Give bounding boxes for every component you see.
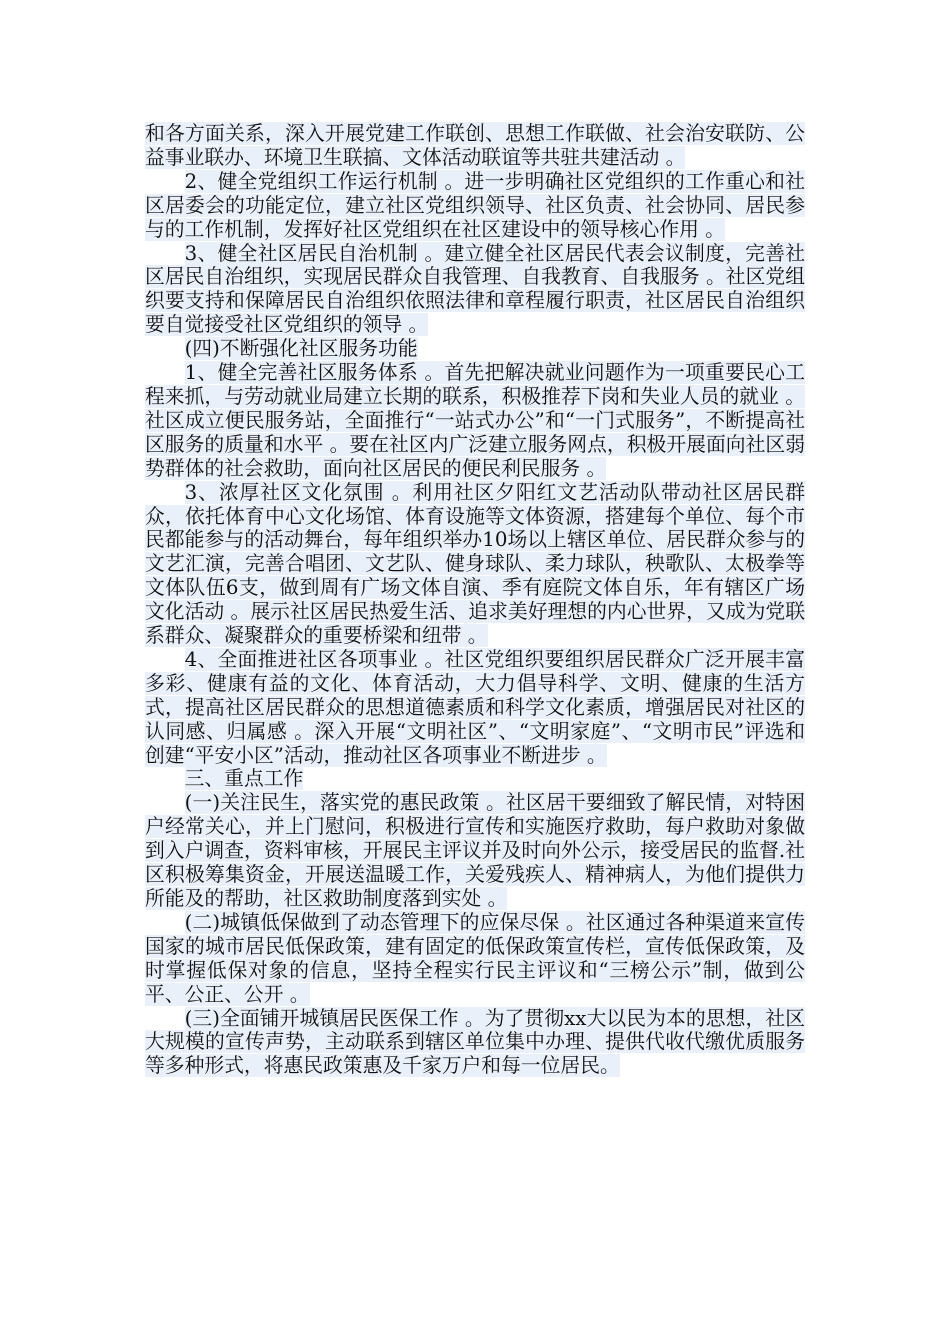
document-body — [145, 122, 805, 1078]
paragraph-1 — [145, 122, 805, 170]
paragraph-3 — [145, 242, 805, 338]
paragraph-7-text: 4、全面推进社区各项事业 。社区党组织要组织居民群众广泛开展丰富多彩、健康有益的文化、体育活动，大力倡导科学、文明、健康的生活方式，提高社区居民群众的思想道德素质和科学文化素质，增强居民对社区的认同感、归属感 。深入开展“文明社区”、“文明家庭”、“文明市民”评选和创建“平安小区”活动，推动社区各项事业不断进步 。 — [145, 647, 805, 767]
paragraph-9 — [145, 791, 805, 911]
paragraph-1-text: 和各方面关系，深入开展党建工作联创、思想工作联做、社会治安联防、公益事业联办、环境卫生联搞、文体活动联谊等共驻共建活动 。 — [145, 122, 805, 169]
paragraph-3-text: 3、健全社区居民自治机制 。建立健全社区居民代表会议制度，完善社区居民自治组织，实现居民群众自我管理、自我教育、自我服务 。社区党组织要支持和保障居民自治组织依照法律和章程履行职责，社区居民自治组织要自觉接受社区党组织的领导 。 — [145, 241, 805, 337]
paragraph-10-text: (二)城镇低保做到了动态管理下的应保尽保 。社区通过各种渠道来宣传国家的城市居民低保政策，建有固定的低保政策宣传栏，宣传低保政策，及时掌握低保对象的信息，坚持全程实行民主评议和“三榜公示”制，做到公平、公正、公开 。 — [145, 910, 805, 1006]
section-heading-4-text: (四)不断强化社区服务功能 — [184, 337, 418, 361]
paragraph-11-text: (三)全面铺开城镇居民医保工作 。为了贯彻xx大以民为本的思想，社区大规模的宣传声势，主动联系到辖区单位集中办理、提供代收代缴优质服务等多种形式，将惠民政策惠及千家万户和每一位居民。 — [145, 1006, 805, 1078]
paragraph-5 — [145, 361, 805, 481]
section-heading-8-text: 三、重点工作 — [184, 767, 304, 791]
paragraph-9-text: (一)关注民生，落实党的惠民政策 。社区居干要细致了解民情，对特困户经常关心，并上门慰问，积极进行宣传和实施医疗救助，每户救助对象做到入户调查，资料审核，开展民主评议并及时向外公示，接受居民的监督.社区积极筹集资金，开展送温暖工作，关爱残疾人、精神病人，为他们提供力所能及的帮助，社区救助制度落到实处 。 — [145, 791, 805, 910]
paragraph-11 — [145, 1007, 805, 1079]
paragraph-6-text: 3、浓厚社区文化氛围 。利用社区夕阳红文艺活动队带动社区居民群众，依托体育中心文化场馆、体育设施等文体资源，搭建每个单位、每个市民都能参与的活动舞台，每年组织举办10场以上辖区单位、居民群众参与的文艺汇演，完善合唱团、文艺队、健身球队、柔力球队，秧歌队、太极拳等文体队伍6支，做到周有广场文体自演、季有庭院文体自乐，年有辖区广场文化活动 。展示社区居民热爱生活、追求美好理想的内心世界，又成为党联系群众、凝聚群众的重要桥梁和纽带 。 — [145, 480, 805, 648]
paragraph-5-text: 1、健全完善社区服务体系 。首先把解决就业问题作为一项重要民心工程来抓，与劳动就业局建立长期的联系，积极推荐下岗和失业人员的就业 。社区成立便民服务站，全面推行“一站式办公”和“一门式服务”，不断提高社区服务的质量和水平 。要在社区内广泛建立服务网点，积极开展面向社区弱势群体的社会救助，面向社区居民的便民利民服务 。 — [145, 361, 805, 480]
paragraph-7 — [145, 648, 805, 768]
paragraph-10 — [145, 911, 805, 1007]
paragraph-6 — [145, 481, 805, 648]
paragraph-2-text: 2、健全党组织工作运行机制 。进一步明确社区党组织的工作重心和社区居委会的功能定位，建立社区党组织领导、社区负责、社会协同、居民参与的工作机制，发挥好社区党组织在社区建设中的领导核心作用 。 — [145, 169, 805, 241]
section-heading-8 — [145, 767, 805, 791]
section-heading-4 — [145, 337, 805, 361]
paragraph-2 — [145, 170, 805, 242]
